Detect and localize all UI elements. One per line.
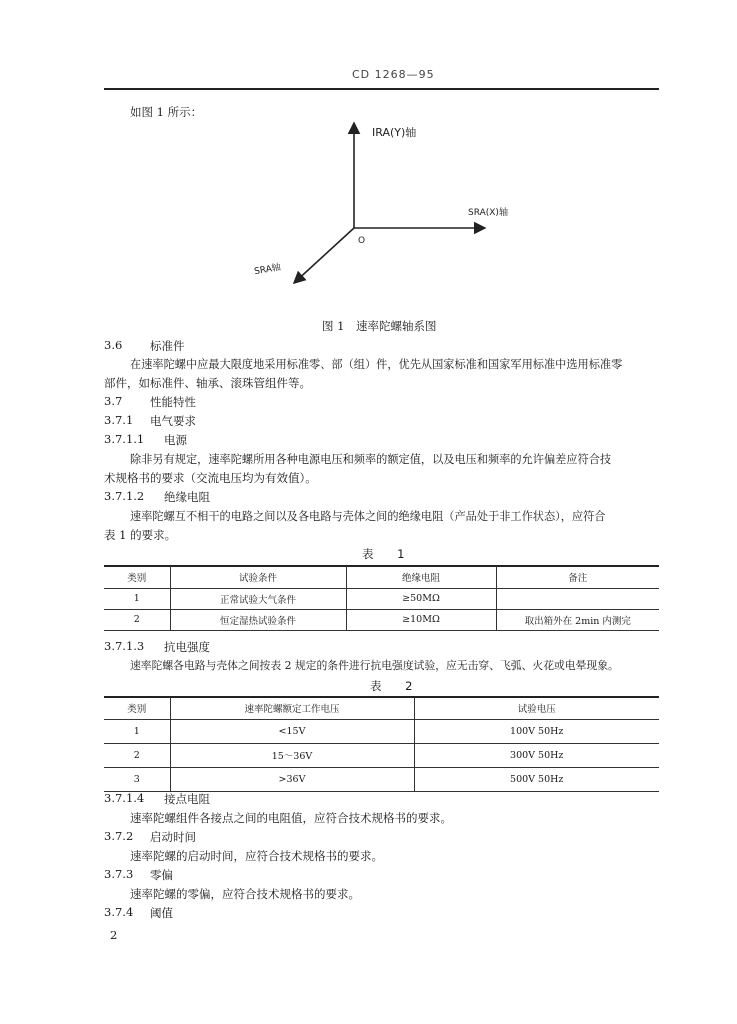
table-1-cell: 1 xyxy=(104,588,170,609)
section-3-7-1-1-body-line2: 术规格书的要求（交流电压均为有效值）。 xyxy=(104,471,317,485)
figure-caption: 图 1 速率陀螺轴系图 xyxy=(322,319,437,333)
table-2-cell: >36V xyxy=(170,767,414,791)
z-axis-label: SRA轴 xyxy=(253,262,282,278)
origin-label: O xyxy=(358,236,366,246)
section-3-7-2-body: 速率陀螺的启动时间，应符合技术规格书的要求。 xyxy=(130,849,383,863)
table-1-cell: 取出箱外在 2min 内测完 xyxy=(496,609,659,630)
table-1-row xyxy=(104,609,659,630)
section-3-7-1-3-body: 速率陀螺各电路与壳体之间按表 2 规定的条件进行抗电强度试验，应无击穿、飞弧、火花或电晕现象。 xyxy=(130,659,619,672)
table-1-cell: 正常试验大气条件 xyxy=(170,588,346,609)
section-3-7-1-2-number: 3.7.1.2 xyxy=(104,489,145,503)
section-3-7-2-title: 启动时间 xyxy=(150,830,196,844)
section-3-7-1-4-number: 3.7.1.4 xyxy=(104,791,145,805)
table-1-cell xyxy=(496,588,659,609)
section-3-7-2-number: 3.7.2 xyxy=(104,829,134,843)
section-3-7-3-body: 速率陀螺的零偏，应符合技术规格书的要求。 xyxy=(130,887,360,901)
intro-text: 如图 1 所示： xyxy=(130,105,203,119)
table-1-cell: ≥50MΩ xyxy=(346,588,496,609)
section-3-7-1-2-body-line1: 速率陀螺互不相干的电路之间以及各电路与壳体之间的绝缘电阻（产品处于非工作状态），应符合 xyxy=(130,510,606,523)
section-3-7-3-title: 零偏 xyxy=(150,868,173,882)
section-3-7-4-title: 阈值 xyxy=(150,906,173,920)
table-1-header-cell: 绝缘电阻 xyxy=(346,566,496,588)
document-code: CD 1268—95 xyxy=(352,68,435,81)
table-2-cell: <15V xyxy=(170,719,414,743)
table-1-cell: 恒定湿热试验条件 xyxy=(170,609,346,630)
table-2-header-cell: 类别 xyxy=(104,697,170,719)
section-3-6-title: 标准件 xyxy=(150,339,185,353)
table-1-header-cell: 试验条件 xyxy=(170,566,346,588)
table-1-header-cell: 备注 xyxy=(496,566,659,588)
section-3-7-1-number: 3.7.1 xyxy=(104,413,134,427)
table-1-cell: 2 xyxy=(104,609,170,630)
table-2-header-cell: 速率陀螺额定工作电压 xyxy=(170,697,414,719)
page-number: 2 xyxy=(110,928,118,942)
table-2-header-cell: 试验电压 xyxy=(414,697,659,719)
section-3-7-1-2-body-line2: 表 1 的要求。 xyxy=(104,528,177,542)
table-2-cell: 2 xyxy=(104,743,170,767)
section-3-7-1-4-title: 接点电阻 xyxy=(164,792,210,806)
table-1-header-cell: 类别 xyxy=(104,566,170,588)
section-3-7-number: 3.7 xyxy=(104,394,123,408)
section-3-7-1-3-number: 3.7.1.3 xyxy=(104,639,145,653)
table-2-row xyxy=(104,767,659,791)
table-2-cell: 100V 50Hz xyxy=(414,719,659,743)
section-3-7-title: 性能特性 xyxy=(150,395,196,409)
x-axis-label: SRA(X)轴 xyxy=(468,208,508,218)
table-2-row xyxy=(104,743,659,767)
section-3-6-body-line1: 在速率陀螺中应最大限度地采用标准零、部（组）件，优先从国家标准和国家军用标准中选用标准零 xyxy=(130,358,623,371)
section-3-7-1-4-body: 速率陀螺组件各接点之间的电阻值，应符合技术规格书的要求。 xyxy=(130,811,452,825)
table-2 xyxy=(104,697,659,792)
table-2-cell: 300V 50Hz xyxy=(414,743,659,767)
table-2-cell: 3 xyxy=(104,767,170,791)
section-3-7-4-number: 3.7.4 xyxy=(104,905,134,919)
section-3-7-1-1-number: 3.7.1.1 xyxy=(104,432,145,446)
table-1-cell: ≥10MΩ xyxy=(346,609,496,630)
section-3-7-1-1-body-line1: 除非另有规定，速率陀螺所用各种电源电压和频率的额定值，以及电压和频率的允许偏差应符合技 xyxy=(130,453,612,466)
table-2-title: 表 2 xyxy=(370,679,423,693)
z-axis xyxy=(294,228,354,283)
table-2-row xyxy=(104,719,659,743)
section-3-7-1-title: 电气要求 xyxy=(150,414,196,428)
table-2-cell: 15～36V xyxy=(170,743,414,767)
section-3-7-1-1-title: 电源 xyxy=(164,433,187,447)
table-1-title: 表 1 xyxy=(362,547,415,561)
header-rule xyxy=(104,88,659,90)
table-2-cell: 500V 50Hz xyxy=(414,767,659,791)
section-3-7-3-number: 3.7.3 xyxy=(104,867,134,881)
y-axis-label: IRA(Y)轴 xyxy=(372,126,417,139)
section-3-7-1-2-title: 绝缘电阻 xyxy=(164,490,210,504)
table-1 xyxy=(104,566,659,631)
section-3-7-1-3-title: 抗电强度 xyxy=(164,640,210,654)
table-2-cell: 1 xyxy=(104,719,170,743)
section-3-6-body-line2: 部件，如标准件、轴承、滚珠管组件等。 xyxy=(104,376,311,390)
section-3-6-number: 3.6 xyxy=(104,338,123,352)
table-1-row xyxy=(104,588,659,609)
